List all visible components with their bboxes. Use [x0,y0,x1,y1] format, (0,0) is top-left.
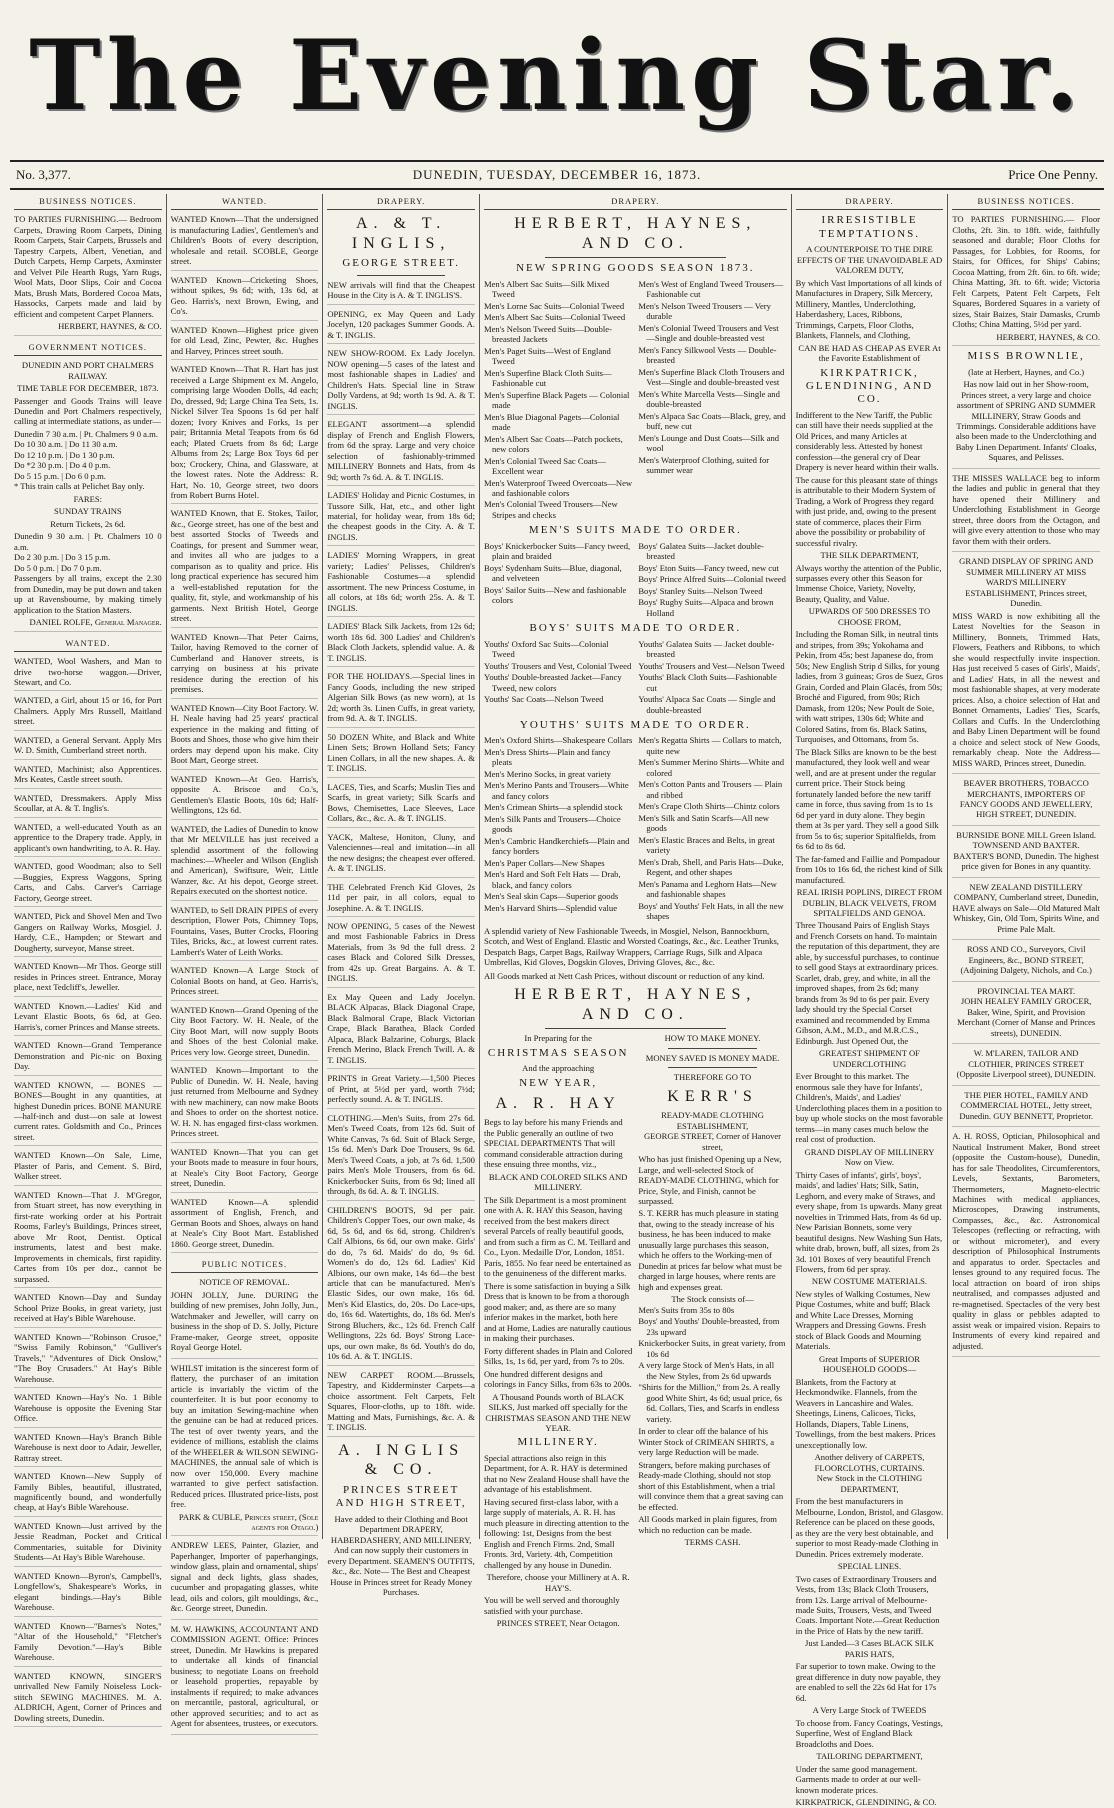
ad-line: CHRISTMAS SEASON [487,1046,629,1059]
ad-text: You will be well served and thoroughly satisfied with your purchase. [483,1595,620,1616]
ad-text: Including the Roman Silk, in neutral tints and stripes, from 39s; Yokohama and Pekin, from 45s; best Japanese do, from 50s; New English Strip d Silks, for young ladies, from 3 guineas; Gros de Suez, Gros Grain, Corded and Plain Glacés, from 50s; Broché and Figured, from 90s; Rich Damask, from 120s; New Poult de Soie, with watt stripes, 130s 6d; White and Colored Satins, from 6s. Black Satins, Turquoises, and Ottomans, from 5s. [795,629,943,745]
ad-text: New styles of Walking Costumes, New Pique Costumes, white and buff; Black and White Lace Dresses, Morning Wrappers and Dressing Gowns. Fresh stock of Black Goods and Mourning Materials. [795,1288,931,1352]
section-heading: GOVERNMENT NOTICES. [14,340,162,356]
list-item: Boys' Sailor Suits—New and fashionable colors [483,584,627,606]
list-item: Men's Paper Collars—New Shapes [483,857,605,868]
list-item: Men's Silk and Satin Scarfs—All new goods [638,812,770,834]
inglis-ad: NEW arrivals will find that the Cheapest House in the City is A. & T. INGLIS'S. [327,280,475,305]
wanted-ad: WANTED, a General Servant. Apply Mrs W. D. Smith, Cumberland street north. [14,735,162,760]
ad-text: There is some satisfaction in buying a Silk Dress that is known to be from a thorough good maker; and, as there are so many inferior makes in the market, both here and at Home, Ladies are naturally cautious in making their purchases. [483,1280,632,1344]
wanted-ad: WANTED, to Sell DRAIN PIPES of every description, Flower Pots, Chimney Tops, Fountains, Vases, Butter Crocks, Flooring Tiles, Bricks, &c., at lowest current rates. Lambert's Water of Leith Works. [171,905,319,961]
inglis-ad: NOW OPENING, 5 cases of the Newest and most Fashionable Fabrics in Dress Materials, from 3s 9d the full dress. 2 cases Black and Colored Silk Dresses, from 42s up. Great Bargains. A. & T. INGLIS. [327,921,475,988]
wanted-ad: WANTED Known—Highest price given for old Lead, Zinc, Pewter, &c. Hughes and Harvey, Princes street south. [171,325,319,360]
list-item: Men's Alpaca Sac Coats—Black, grey, and buff, new cut [638,410,786,432]
wanted-ad: WANTED Known—"Barnes's Notes," "Altar of the Household," "Fletcher's Family Devotion."—Hay's Bible Warehouse. [14,1621,162,1667]
list-item: Men's West of England Tweed Trousers—Fashionable cut [638,278,784,300]
section-heading: WANTED. [171,194,319,210]
list-item: Boys' Prince Alfred Suits—Colonial tweed [638,574,786,585]
ad-text: By which Vast Importations of all kinds of Manufactures in Drapery, Silk Mercery, Millinery, Mantles, Underclothing, Haberdashery, Laces, Ribbons, Trimmings, Carpets, Floor Cloths, Blankets, Flannels, and Clothing, [795,277,942,341]
list-item: Men's Fancy Silkwool Vests — Double-breasted [638,344,777,366]
list-item: Men's Merino Socks, in great variety [483,768,612,779]
list-item: Men's Superfine Black Cloth Trousers and Vest—Single and double-breasted vest [638,366,785,388]
ad-text: ANDREW LEES, Painter, Glazier, and Paperhanger, Importer of paperhangings, window glass, plain and ornamental, ships' signal and deck lights, glass shades, cucumber and propagating glasses, white lead, oils and colors, gilt mouldings, &c., &c. George street, Dunedin. [170,1540,319,1614]
ad-maclaren [952,1048,1100,1085]
ad-subhead: New Stock in the CLOTHING DEPARTMENT, [816,1473,923,1494]
column-1 [10,194,167,1723]
inglis-ad: CHILDREN'S BOOTS, 9d per pair. Children's Copper Toes, our own make, 4s 6d, 5s 6d, and 6s 6d, strong. Children's Calf Albions, 6s 6d, our own make. Girls' do do, 7s 6d. Maids' do do, 9s 6d. Women's do do, 12s 6d. Ladies' Kid Albions, our own make, 14s 6d—the best article that can be manufactured. Men's Elastic Sides, our own make, 16s 6d. Men's Kid Elastics, do, 20s. Do Lace-ups, do, 16s 6d. Watertights, do, 18s 6d. Men's Strong Bluchers, &c., 12s 6d. French Calf Wellingtons, 22s 6d. Boys' Strong Lace-ups, our own make, 8s 6d. Youth's do do, 10s 6d. A. & T. INGLIS. [327,1205,475,1366]
inglis-ad: PRINTS in Great Variety.—1,500 Pieces of Print, at 5½d per yard, worth 7½d; perfectly sound. A. & T. INGLIS. [327,1073,475,1108]
ad-text: S. T. KERR has much pleasure in stating that, owing to the steady increase of his business, he has been induced to make unusually large purchases this season, which he offers to the Working-men of Dunedin at prices far below what must be charged in large houses, where rents are high and expenses great. [638,1208,782,1292]
inglis-ad: THE Celebrated French Kid Gloves, 2s 11d per pair, in all colors, equal to Josephine. A. & T. INGLIS. [327,882,475,917]
timetable-row: Do 10 30 a.m. | Do 11 30 a.m. [14,439,118,450]
list-item: Boys' Stanley Suits—Nelson Tweed [638,585,763,596]
sunday-title: SUNDAY TRAINS [53,506,122,517]
ad-subhead: GRAND DISPLAY OF MILLINERY Now on View. [804,1146,935,1168]
timetable-subtitle: TIME TABLE FOR DECEMBER, 1873. [17,383,159,394]
ad-terms: TERMS CASH. [684,1537,741,1547]
divider [545,1028,727,1029]
list-item: Youths' Alpaca Sac Coats — Single and double-breasted [638,694,776,715]
column-2 [167,194,324,1729]
timetable-note: * This train calls at Pelichet Bay only. [14,481,145,492]
timetable-row: Dunedin 7 30 a.m. | Pt. Chalmers 9 0 a.m. [14,428,158,439]
inglis-ad: NEW SHOW-ROOM. Ex Lady Jocelyn. NOW opening—5 cases of the latest and most fashionable shapes in Ladies' and Children's Hats. Special line in Straw Dolly Vardens, at 9d; worth 1s 9d. A. & T. INGLIS. [327,348,475,415]
ad-subhead: NEW COSTUME MATERIALS. [811,1276,928,1287]
wanted-ad: WANTED Known—New Supply of Family Bibles, beautiful, illustrated, magnificently bound, and wonderfully cheap, at Hay's Bible Warehouse. [14,1471,162,1517]
inglis-ad: LADIES' Morning Wrappers, in great variety; Ladies' Pelisses, Children's Fashionable Costumes—a splendid assortment. The new Princess Costume, in all colors, at 18s 6d; worth 25s. A. & T. INGLIS. [327,550,475,617]
list-item: Youths' Black Cloth Suits—Fashionable cut [638,672,777,693]
list-item: Men's Panama and Leghorn Hats—New and fashionable shapes [638,878,777,900]
masthead-title: The Evening Star. [29,18,1085,132]
wanted-ad: WANTED Known—Mr Thos. George still resides in Princes street. Entrance, Moray place, next Tedcliff's, Jeweller. [14,961,162,996]
firm-title: A. INGLIS & CO. [338,1441,465,1479]
divider [545,257,727,258]
list-item: Men's Colonial Tweed Trousers—New Stripes and checks [483,499,618,520]
ad-signature: HERBERT, HAYNES, & CO. [996,331,1100,342]
ad-text: THE MISSES WALLACE beg to inform the ladies and public in general that they have opened their Millinery and Underclothing Establishment in George street, three doors from the Octagon, and will give every attention to those who may favor them with their orders. [952,472,1100,546]
column-5 [792,194,949,1808]
ad-title: MISS BROWNLIE, [967,350,1085,363]
wanted-ad: WANTED, a well-educated Youth as an apprentice to the Drapery trade. Apply, in applicant's own handwriting, to A. R. Hay. [14,822,162,857]
wanted-ad: WANTED Known—Byron's, Campbell's, Longfellow's, Shakespeare's Works, in elegant bindings.—Hay's Bible Warehouse. [14,1571,162,1617]
wanted-ad: WANTED Known—Grand Temperance Demonstration and Pic-nic on Boxing Day. [14,1040,162,1075]
list-item: Boys' Eton Suits—Fancy tweed, new cut [638,562,779,573]
divider [668,1067,757,1068]
ad-subtitle: (late at Herbert, Haynes, and Co.) [968,366,1085,377]
ad-subhead: SPECIAL LINES. [837,1561,902,1572]
ad-text: All Goods marked in plain figures, from which no reduction can be made. [638,1514,777,1535]
list-item: Men's Cotton Pants and Trousers — Plain and ribbed [638,779,783,800]
ad-text: M. W. HAWKINS, ACCOUNTANT AND COMMISSION AGENT. Office: Princes street, Dunedin. Mr Hawkins is prepared to undertake all kinds of financial business; to negotiate Loans on freehold or leasehold properties, repayable by instalments if required; to make advances on mercantile, pastoral, agricultural, or other approved securities; and to act as Agent for absentees, trustees, or executors. [170,1623,319,1729]
list-item: Men's Merino Pants and Trousers—White and fancy colors [483,780,629,801]
goods-list [484,639,787,716]
ad-line: KERR'S [667,1087,758,1105]
list-item: Men's Waterproof Clothing, suited for summer wear [638,454,770,476]
price: Price One Penny. [1008,167,1098,182]
ad-text: Ever Brought to this market. The enormous sale they have for Infants', Children's, Maids', and Ladies' Underclothing places them in a position to buy up whole stocks on the most favorable terms—in many cases much below the real cost of production. [795,1071,943,1145]
ad-text: The Black Silks are known to be the best manufactured, they look well and wear well, and are at present under the regular current price. Their Stock being fortunately landed before the new tariff came in force, thus saving from 1s to 1s 6d per yard in duty alone. They begin them at 3s per yard. They sell a good Silk from 5s to 6s; superior Spitalfields, from 6s 6d to 8s 6d. [795,746,939,852]
list-item: Men's Crape Cloth Shirts—Chintz colors [638,801,780,812]
list-item: Men's Albert Sac Coats—Patch pockets, new colors [483,433,623,455]
ad-text: Three Thousand Pairs of English Stays and French Corsets on hand. To maintain the reputation of this department, they are able, by successful purchases, to continue to sell good Stays at extraordinary prices. Scarlet, drab, grey, and white, in all the improved shapes, from 2s 6d; many brands from 3s 9d to 6s per pair. Every lady should try the Special Corset examined and recommended by Emma Gibson, A.M., M.D., and M.R.C.S., Edinburgh. Just Opened Out, the [795,920,940,1046]
ad-text: The cause for this pleasant state of things is attributable to their Modern System of Trading, a Work of Progress they regard with just pride, and, owing to the present state of commerce, places their Firm above the possibility or probability of successful rivalry. [795,474,938,548]
ad-signature: DANIEL ROLFE, General Manager. [29,617,162,628]
ad-text: BURNSIDE BONE MILL Green Island. TOWNSEND AND BAXTER. BAXTER'S BOND, Dunedin. The highest price given for Bones in any quantity. [953,829,1099,872]
ad-text: ROSS AND CO., Surveyors, Civil Engineers, &c., BOND STREET, (Adjoining Dalgety, Nichols, and Co.) [960,944,1092,976]
wanted-ad: WANTED KNOWN, — BONES — BONES—Bought in any quantities, at highest Dunedin prices. BONE MANURE—half-inch and dust—on sale at lowest current rates. Goldsmith and Co., Princes street. [14,1080,162,1147]
list-item: Men's Oxford Shirts—Shakespeare Collars [483,735,633,746]
ad-text: Therefore, choose your Millinery at A. R. HAY'S. [486,1572,630,1593]
list-item: Boys' Rugby Suits—Alpaca and brown Holland [638,597,774,618]
inglis-ad: Ex May Queen and Lady Jocelyn. BLACK Alpacas, Black Diagonal Crape, Black Balmoral Crape, Black Victorian Crape, Black Barathea, Black Corded Alpaca, Black Balzarine, Coburgs, Black French Merino, Black French Twill. A. & T. INGLIS. [327,992,475,1069]
wanted-ad: WANTED, Machinist; also Apprentices. Mrs Keates, Castle street south. [14,764,162,789]
column-3 [323,194,480,1598]
list-item: Men's Crimean Shirts—a splendid stock [483,802,623,813]
ad-text: From the best manufacturers in Melbourne, London, Bristol, and Glasgow. Reference can be placed on these goods, as they are the very best obtainable, and superior to most Ready-made Clothing in Dunedin. Prices extremely moderate. [795,1496,944,1559]
wanted-ad: WANTED, Dressmakers. Apply Miss Scoullar, at A. & T. Inglis's. [14,793,162,818]
timetable-text: Passenger and Goods Trains will leave Dunedin and Port Chalmers respectively, calling at intermediate stations, as under— [14,395,162,427]
goods-list [484,279,787,522]
timetable-row: Do 2 30 p.m. | Do 3 15 p.m. [14,552,111,563]
list-item: Men's Albert Sac Suits—Silk Mixed Tweed [483,278,610,300]
list-item: Men's Nelson Tweed Trousers — Very durable [638,300,771,322]
ad-subhead: Just Landed—3 Cases BLACK SILK PARIS HATS, [805,1638,934,1659]
ad-text: Indifferent to the New Tariff, the Public can still have their needs supplied at the Old Prices, and many Articles at considerably less. Attested by honest confession—the general cry of Dear Drapery is never heard within their walls. [795,409,939,473]
list-item: Boys' Sydenham Suits—Blue, diagonal, and velveteen [483,562,622,584]
list-item: Men's Seal skin Caps—Superior goods [483,891,619,902]
list-item: Boys' Knickerbocker Suits—Fancy tweed, plain and braided [483,540,631,562]
divider [357,275,446,276]
list-item: Men's White Marcella Vests—Single and double-breasted [638,388,780,410]
section-heading: DRAPERY. [796,194,944,210]
ad-text: MISS WARD is now exhibiting all the Latest Novelties for the Season in Millinery, Bonnets, Trimmed Hats, Flowers, Feathers and Ribbons, to which she would respectfully invite inspection. Has just received 5 cases of Girls', Maids', and Ladies' Hats, in all the newest and most fashionable shapes, at very moderate prices. Also, a choice selection of Hat and Bonnet Ornaments, Ladies' Ties, Scarfs, Collars and Cuffs. In the Underclothing and Baby Linen Department will be found a choice and select stock of New Goods, remarkably cheap. Note the Address— MISS WARD, Princes street, Dunedin. [952,610,1100,768]
ad-line: And the approaching [522,1063,595,1074]
list-item: Youths' Galatea Suits — Jacket double-breasted [638,638,775,660]
timetable-row: Dunedin 9 30 a.m. | Pt. Chalmers 10 0 a.m. [14,531,162,552]
two-ads [484,1033,787,1629]
sunday-text: Return Tickets, 2s 6d. [50,518,126,529]
notice-title: NOTICE OF REMOVAL. [199,1277,290,1288]
list-item: Men's Dress Shirts—Plain and fancy pleats [483,746,611,768]
wanted-ad: WANTED Known—That Peter Cairns, Tailor, having Removed to the corner of Cumberland and Hanover streets, is carrying on business at his private residence during the erection of his premises. [171,632,319,699]
wanted-ad: WANTED Known—Day and Sunday School Prize Books, in great variety, just received at Hay's Bible Warehouse. [14,1292,162,1327]
section-heading: BUSINESS NOTICES. [952,194,1100,210]
ad-text: All Goods marked at Nett Cash Prices, without discount or reduction of any kind. [483,970,765,981]
wanted-ad: WANTED Known—Hay's Branch Bible Warehouse is next door to Adair, Jeweller, Rattray street. [14,1432,162,1467]
timetable-row: Do *2 30 p.m. | Do 4 0 p.m. [14,460,111,471]
ad-subhead: REAL IRISH POPLINS, DIRECT FROM DUBLIN, BLACK VELVETS, FROM SPITALFIELDS AND GENOA. [796,887,943,918]
ad-text: Has now laid out in her Show-room, Princes street, a very large and choice assortment of SPRING AND SUMMER MILLINERY, Straw Goods and Trimmings. Considerable additions have also been made to the Underclothing and Baby Linen Department. Infants' Cloaks, Squares, and Pelisses. [955,379,1097,463]
inglis-ad: ELEGANT assortment—a splendid display of French and English Flowers, from 6d the spray. Large and very choice selection of fashionably-trimmed MILLINERY Bonnets and Hats, from 4s 9d; worth 7s 6d. A. & T. INGLIS. [327,419,475,486]
list-item: Men's Superfine Black Cloth Suits—Fashionable cut [483,367,612,389]
wanted-ad: WANTED Known—That you can get your Boots made to measure in four hours, at Neale's City Boot Factory, George street, Dunedin. [171,1147,319,1193]
ad-line: In Preparing for the [524,1033,592,1044]
list-item: Men's Lounge and Dust Coats—Silk and wool [638,432,780,454]
ad-line: THEREFORE GO TO [673,1072,752,1083]
wanted-ad: WANTED Known—A Large Stock of Colonial Boots on hand, at Geo. Harris's, Princes street. [171,965,319,1000]
list-heading: YOUTHS' SUITS MADE TO ORDER. [519,719,751,732]
inglis-ad: CLOTHING.—Men's Suits, from 27s 6d. Men's Tweed Coats, from 12s 6d. Suit of White Canvas, 7s 6d. Suit of Black Serge, 15s 6d. Men's Dark Doe Trousers, 9s 6d. Men's Tweed Coats, a job, at 7s 6d. 1,500 pairs Men's Mole Trousers, from 6s 6d. Knickerbocker Suits, from 6s 9d; lined all through, 8s 6d. A. & T. INGLIS. [327,1113,475,1201]
list-item: Men's Nelson Tweed Suits—Double-breasted Jackets [483,323,612,345]
ad-subhead: HOW TO MAKE MONEY. [664,1033,761,1044]
list-heading: BOYS' SUITS MADE TO ORDER. [529,622,742,635]
list-item: Men's Elastic Braces and Belts, in great variety [638,834,775,856]
list-heading: MEN'S SUITS MADE TO ORDER. [528,524,742,537]
ad-text: NEW ZEALAND DISTILLERY COMPANY, Cumberland street, Dunedin, HAVE always on Sale—Old Matured Malt Whiskey, Gin, Old Tom, Spirits Wine, and Prime Pale Malt. [952,881,1100,934]
ad-hay [484,1033,632,1629]
wanted-ad: WANTED Known—Important to the Public of Dunedin. W. H. Neale, having just returned from Melbourne and Sydney with new machinery, can now make Boots and Shoes to order on the shortest notice. W. H. N. has engaged first-class workmen. Princes street. [171,1065,319,1142]
wanted-ad: WANTED, good Woodman; also to Sell —Buggies, Express Waggons, Spring Carts, and Cabs. Carver's Carriage Factory, George street. [14,861,162,907]
list-item: Knickerbocker Suits, in great variety, from 10s 6d [638,1338,786,1359]
wanted-ad: WANTED Known, that E. Stokes, Tailor, &c., George street, has one of the best and best assorted Stocks of Tweeds and Coatings, for present and Summer wear, and invites all who are judges to a comparison as to quality and price. His long practical experience has secured him a well-established reputation for the quality, fit, style, and workmanship of his garments. Next British Hotel, George street. [171,508,319,627]
fares-heading: FARES: [73,493,103,504]
list-item: Men's Suits from 35s to 80s [638,1304,735,1315]
inglis-ads [327,280,475,1437]
ad-lees [171,1540,319,1619]
inglis-ad: YACK, Maltese, Honiton, Cluny, and Valenciennes—real and imitation—in all the new designs; the cheapest ever offered. A. & T. INGLIS. [327,832,475,878]
inglis-ad: LADIES' Black Silk Jackets, from 12s 6d; worth 18s 6d. 300 Ladies' and Children's Black Cloth Jackets, splendid value. A. & T. INGLIS. [327,621,475,667]
ad-text: The far-famed and Faillie and Pompadour from 10s to 16s 6d, the richest kind of Silk manufactured. [795,853,943,885]
wanted-ad: WANTED Known—City Boot Factory. W. H. Neale having had 25 years' practical experience in the making and fitting of Boots and Shoes, those who give him their orders may depend upon his make. City Boot Mart, George street. [171,703,319,770]
ad-line: GEORGE STREET, Corner of Hanover street, [643,1131,782,1152]
list-item: Men's Regatta Shirts — Collars to match, quite new [638,735,782,756]
ad-subhead: The Stock consists of— [671,1294,754,1305]
ad-signature: PARK & CUBLE, Princes street, (Sole agents for Otago.) [178,1511,319,1532]
ad-sewing-machines [171,1363,319,1537]
list-item: Men's Colonial Tweed Trousers and Vest—Single and double-breasted vest [638,322,779,344]
section-heading: BUSINESS NOTICES. [14,194,162,210]
ad-wallace [952,473,1100,552]
ad-optician [952,1131,1100,1357]
list-item: Men's Lorne Sac Suits—Colonial Tweed [483,300,625,311]
ad-text: A. H. ROSS, Optician, Philosophical and Nautical Instrument Maker, Bond street (opposite the Custom-house), Dunedin, has for sale Theodolites, Circumferentors, Levels, Sextants, Barometers, Thermometers, Magneto-electric Machines with medical appliances, Microscopes, Drawing instruments, Compasses, &c., &c. Astronomical Telescopes (reflecting or refracting, with or without micrometer), and every description of Philosophical Instruments and apparatus to order. Spectacles and lenses ground to any required focus. The local attraction on board of iron ships neutralised, and compasses adjusted and re-magnetised. Spectacles of the very best quality in glass or pebbles adapted to assist weak or impaired vision. Repairs to Instruments of every kind repaired and adjusted. [952,1131,1100,1351]
list-item: Boys' Galatea Suits—Jacket double-breasted [638,540,764,562]
ad-address: PRINCES STREET, Near Octagon. [496,1618,620,1629]
ad-text: Far superior to town make. Owing to the great difference in duty now payable, they are enabled to sell the 22s 6d Hat for 17s 6d. [795,1661,941,1703]
list-item: Men's Silk Pants and Trousers—Choice goods [483,813,621,835]
ad-text: Have added to their Clothing and Boot Department DRAPERY, HABERDASHERY, AND MILLINERY, And can now supply their customers in every Department. SEAMEN'S OUTFITS, &c., &c. Note— The Best and Cheapest House in Princes street for Ready Money Purchases. [327,1513,475,1598]
wanted-ad: WANTED Known—Cricketing Shoes, without spikes, 9s 6d; with, 13s 6d, at Geo. Harris's, next Brown, Ewing, and Co's. [171,275,319,321]
firm-subtitle: GEORGE STREET. [342,257,460,270]
list-item: Men's Albert Sac Suits—Colonial Tweed [483,312,626,323]
goods-list [484,541,787,619]
ad-text: JOHN HEALEY FAMILY GROCER, Baker, Wine, Spirit, and Provision Merchant (Corner of Manse and Princes streets), DUNEDIN. [957,996,1096,1038]
ad-text: The Silk Department is a most prominent one with A. R. HAY this Season, having received from the best makers direct several Parcels of really beautiful goods, and from such a firm as C. M. Teillard and Co., Lyon. Medaille D'or, London, 1851. Paris, 1855. No fear need be entertained as to the genuineness of the different marks. [483,1194,632,1279]
timetable-row: Do 12 10 p.m. | Do 1 30 p.m. [14,449,115,460]
inglis-ad: 50 DOZEN White, and Black and White Linen Sets; Brown Holland Sets; Fancy Linen Collars, in all the new shapes. A. & T. INGLIS. [327,732,475,778]
ad-floorcloths [952,214,1100,346]
wanted-ad: WANTED, Wool Washers, and Man to drive two-horse waggon.—Driver, Stewart, and Co. [14,656,162,691]
masthead [10,0,1104,150]
ad-subhead: THE SILK DEPARTMENT, [820,550,919,561]
wanted-ad: WANTED Known—Just arrived by the Jessie Readman, Pocket and Critical Commentaries, suitable for Divinity Students—At Hay's Bible Warehouse. [14,1521,162,1567]
list-item: Men's Summer Merino Shirts—White and colored [638,757,785,778]
ad-ross [952,944,1100,981]
issue-date: DUNEDIN, TUESDAY, DECEMBER 16, 1873. [412,167,702,182]
ad-subhead: GREATEST SHIPMENT OF UNDERCLOTHING [819,1048,920,1069]
timetable-row: Do 5 0 p.m. | Do 7 0 p.m. [14,562,102,573]
list-item: Men's Drab, Shell, and Paris Hats—Duke, Regent, and other shapes [638,856,784,878]
ad-healey [952,996,1100,1044]
ad-subhead: MILLINERY. [517,1436,599,1449]
ad-text: Always worthy the attention of the Public, surpasses every other this Season for Immense Choice, Variety, Novelty, Beauty, Quality, and Value. [795,562,942,604]
list-item: Men's Cambric Handkerchiefs—Plain and fancy borders [483,835,630,857]
section-heading: DRAPERY. [484,194,787,210]
inglis-ad: LACES, Ties, and Scarfs; Muslin Ties and Scarfs, in great variety; Silk Scarfs and Bows, Chemisettes, Lace Sleeves, Lace Collars, &c., &c. A. & T. INGLIS. [327,782,475,828]
ad-text: Blankets, from the Factory at Heckmondwike. Flannels, from the Weavers in Lancashire and Wales. Sheetings, Linens, Calicoes, Ticks, Hollands, Diapers, Table Linens, Towellings, from the best makers. Prices unexceptionally low. [795,1376,936,1450]
ad-subhead: MONEY SAVED IS MONEY MADE. [645,1052,780,1063]
railway-timetable [14,360,162,632]
wanted-ad: WANTED, Pick and Shovel Men and Two Gangers on Railway Works, Mosgiel. J. Hardy, C.E., Hampden; or Stewart and Dougherty, surveyor, Manse street. [14,911,162,957]
list-item: Boys' and Youths' Felt Hats, in all the new shapes [638,900,784,922]
list-item: Men's Harvard Shirts—Splendid value [483,902,618,913]
list-item: Men's Paget Suits—West of England Tweed [483,345,611,367]
list-item: Men's Colonial Tweed Sac Coats—Excellent wear [483,455,607,477]
ad-text: CAN BE HAD AS CHEAP AS EVER At the Favorite Establishment of [798,342,941,364]
ad-text: BEAVER BROTHERS, TOBACCO MERCHANTS, IMPORTERS OF FANCY GOODS AND JEWELLERY, HIGH STREET, DUNEDIN. [959,778,1093,820]
ad-text: To choose from. Fancy Coatings, Vestings, Superfine, West of England Black Broadcloths and Does. [795,1717,943,1749]
section-heading: WANTED. [14,636,162,652]
ad-text: One hundred different designs and colorings in Fancy Silks, from 63s to 200s. [483,1368,632,1390]
section-heading: PUBLIC NOTICES. [171,1257,319,1273]
ad-text: Strangers, before making purchases of Ready-made Clothing, should not stop short of this Establishment, when a trial will convince them that a great saving can be effected. [638,1459,784,1512]
ad-text: A COUNTERPOISE TO THE DIRE EFFECTS OF THE UNAVOIDABLE AD VALOREM DUTY, [796,244,943,276]
column-6 [948,194,1104,1539]
list-item: Youths' Sac Coats—Nelson Tweed [483,694,604,705]
ad-line: A. R. HAY [495,1094,621,1112]
list-item: A very large Stock of Men's Hats, in all the New Styles, from 2s 6d upwards [638,1360,775,1381]
goods-list [484,735,787,922]
inglis-ad: NEW CARPET ROOM.—Brussels, Tapestry, and Kidderminster Carpets—a choice assortment. Felt Carpets, Felt Squares, Floor-cloths, up to 18ft. wide. Matting and Mats, Furnishings, &c. A. & T. INGLIS. [327,1370,475,1437]
notice-removal [171,1277,319,1358]
ad-subhead: PROVINCIAL TEA MART. [977,985,1076,996]
ad-text: TO PARTIES FURNISHING.— Bedroom Carpets, Drawing Room Carpets, Dining Room Carpets, Stair Carpets, Brussels and Tapestry Carpets, Albert, Venetian, and Dutch Carpets, Hemp Carpets, Axminster and Velvet Pile Hearth Rugs, Yarn Rugs, Wool Mats, Door Slips, Coir and Cocoa Mats, Brush Mats, Bordered Cocoa Mats, Hassocks, Carpets made and laid by efficient and competent Carpet Planners. [14,214,162,319]
ad-subhead: TAILORING DEPARTMENT, [816,1751,923,1762]
list-item: Men's Superfine Black Pagets — Colonial made [483,389,630,411]
ad-subhead: BLACK AND COLORED SILKS AND MILLINERY. [488,1171,628,1193]
ad-text: A Thousand Pounds worth of BLACK SILKS, Just marked off specially for the CHRISTMAS SEASON AND THE NEW YEAR. [485,1391,631,1433]
ad-distillery [952,882,1100,940]
wanted-list [14,656,162,1727]
ad-text: A splendid variety of New Fashionable Tweeds, in Mosgiel, Nelson, Bannockburn, Scotch, and West of England. Elastic and Worsted Coatings, &c., &c. Leather Trunks, Despatch Bags, Carpet Bags, Railway Wrappers, Carriage Rugs, Silk and Alpaca Umbrellas, Kid Gloves, Dogskin Gloves, Driving Gloves, &c., &c. [483,925,779,968]
wanted-ad: WANTED, a Girl, about 15 or 16, for Port Chalmers. Apply Mrs Russell, Maitland street. [14,695,162,730]
wanted-ad: WANTED Known—"Robinson Crusoe," "Swiss Family Robinson," "Gulliver's Travels," "Adventures of Dick Onslow," "The Boy Crusaders." At Hay's Bible Warehouse. [14,1332,162,1388]
ad-subhead: Great Imports of SUPERIOR HOUSEHOLD GOODS— [819,1353,920,1375]
firm-title: KIRKPATRICK, GLENDINING, AND CO. [805,366,934,406]
firm-title: HERBERT, HAYNES, AND CO. [514,215,757,252]
wanted-ad: WANTED Known—A splendid assortment of English, French, and German Boots and Shoes, always on hand at Neale's City Boot Mart. Established 1860. George street, Dunedin. [171,1197,319,1253]
ad-text: Who has just finished Opening up a New, Large, and well-selected Stock of READY-MADE CLOTHING, which for Price, Style, and Finish, cannot be surpassed. [638,1154,782,1206]
ad-text: TO PARTIES FURNISHING.— Floor Cloths, 2ft. 3in. to 18ft. wide, faithfully seasoned and durable; Floor Cloths for Passages, for Lobbies, for Rooms, for Stairs, for Offices, for Ships' Cabins; Cocoa Matting, from 2ft. 6in. to 6ft. wide; China Matting, 3ft. to 6ft. wide; Victoria Felt Carpets, Patent Felt Carpets, Felt Squares, Bordered Squares in a variety of sizes, Stair Baizes, Stair Damasks, Crumb Cloths; China Matting, 5½d per yard. [952,214,1100,330]
ad-text: Forty different shades in Plain and Colored Silks, 1s, 1s 6d, per yard, from 7s to 20s. [483,1345,633,1367]
ad-bone-mill [952,830,1100,878]
list-item: Youths' Trousers and Vest—Nelson Tweed [638,660,785,671]
ad-brownlie [952,350,1100,469]
ad-furnishing [14,214,162,335]
firm-subtitle: PRINCES STREET AND HIGH STREET, [335,1483,467,1510]
list-item: Men's Waterproof Tweed Overcoats—New and fashionable colors [483,477,633,498]
list-item: Men's Blue Diagonal Pagets—Colonial made [483,411,620,433]
ad-text: W. M'LAREN, TAILOR AND CLOTHIER, PRINCES STREET (Opposite Liverpool street), DUNEDIN. [956,1048,1096,1080]
wanted-ad: WANTED Known—On Sale, Lime, Plaster of Paris, and Cement. S. Bird, Walker street. [14,1150,162,1185]
issue-number: No. 3,377. [16,167,71,182]
ad-text: Two cases of Extraordinary Trousers and Vests, from 13s; Black Cloth Trousers, from 12s. Large arrival of Melbourne-made Suits, Trousers, Vests, and Tweed Coats. Important Note.—Great Reduction in the Price of Hats by the new tariff. [795,1573,940,1636]
firm-title: HERBERT, HAYNES, AND CO. [514,986,757,1023]
ad-pier-hotel [952,1090,1100,1127]
season-title: NEW SPRING GOODS SEASON 1873. [516,262,755,275]
wanted-ad: WANTED Known.—Ladies' Kid and Levant Elastic Boots, 6s 6d, at Geo. Harris's, corner Princes and Manse streets. [14,1001,162,1036]
ad-subhead: Another delivery of CARPETS, FLOORCLOTHS, CURTAINS. [814,1452,925,1473]
list-item: Youths' Oxford Sac Suits—Colonial Tweed [483,638,609,660]
ad-text: In order to clear off the balance of his Winter Stock of CRIMEAN SHIRTS, a very large Reduction will be made. [638,1426,775,1458]
ad-text: Thirty Cases of infants', girls', boys', maids', and ladies' Hats; Silk, Satin, Leghorn, and every make of Straws, and every shape, from 1s upwards. Many great novelties in Trimmed Hats, from 4s 6d up. New Parisian Bonnets, some very beautiful designs. New Washing Sun Hats, white drab, brown, buff, all sizes, from 2s 3d. 101 Boxes of very beautiful French Flowers, from 6d per spray. [795,1169,943,1274]
ad-line: NEW YEAR, [519,1076,598,1089]
columns [10,194,1104,1808]
list-item: Boys' and Youths' Double-breasted, from 23s upward [638,1316,780,1337]
ad-hawkins [171,1624,319,1735]
ad-text: Begs to lay before his many Friends and the Public generally an outline of two SPECIAL DEPARTMENTS That will command considerable attraction during these ensuing three months, viz., [483,1117,623,1170]
timetable-row: Do 5 15 p.m. | Do 6 0 p.m. [14,470,106,481]
ad-title: GRAND DISPLAY OF SPRING AND SUMMER MILLINERY AT MISS WARD'S MILLINERY ESTABLISHMENT, Princes street, Dunedin. [959,556,1094,609]
ad-signature: KIRKPATRICK, GLENDINING, & CO. [795,1797,937,1808]
firm-title: A. & T. INGLIS, [351,215,451,252]
ad-beaver [952,778,1100,826]
timetable-title: DUNEDIN AND PORT CHALMERS RAILWAY. [21,360,154,381]
ad-text: Special attractions also reign in this Department, for A. R. HAY is determined that no New Zealand House shall have the advantage of his establishment. [483,1452,630,1495]
list-item: Men's Hard and Soft Felt Hats — Drab, black, and fancy colors [483,869,621,890]
ad-text: JOHN JOLLY, June. DURING the building of new premises, John Jolly, Jun., Watchmaker and Jeweller, will carry on business in the shop of D. S. Jolly, Picture Frame-maker, George street, opposite Royal George Hotel. [170,1289,319,1353]
ad-kerr [638,1033,786,1629]
list-item: "Shirts for the Million," from 2s. A really good White Shirt, 4s 6d; usual price, 6s 6d. Collars, Ties, and Scarfs in endless variety. [638,1382,782,1424]
wanted-list [171,214,319,1253]
column-4 [480,194,792,1629]
ad-text: Under the same good management. Garments made to order at our well-known moderate prices. [795,1763,921,1795]
ad-text: THE PIER HOTEL, FAMILY AND COMMERCIAL HOTEL, Jetty street, Dunedin. GUY BENNETT, Proprietor. [959,1089,1093,1121]
dateline-bar [10,160,1104,190]
ad-subhead: A Very Large Stock of TWEEDS [812,1705,927,1716]
ad-subhead: UPWARDS OF 500 DRESSES TO CHOOSE FROM, [808,606,931,627]
ad-text: WHILST imitation is the sincerest form of flattery, the purchaser of an imitation article is invariably the victim of the counterfeiter. It is but poor economy to buy an imitation Sewing-machine when the genuine can be had at reduced prices. The test of over twenty years, and the evidence of millions, establish the claims of the WHEELER & WILSON SEWING-MACHINES, the annual sale of which is now over 150,000. Every machine warranted to give perfect satisfaction. Reduced prices. Illustrated price-lists, post free. [170,1362,319,1510]
ad-line: READY-MADE CLOTHING ESTABLISHMENT, [661,1110,764,1131]
ad-signature: HERBERT, HAYNES, & CO. [58,321,162,332]
wanted-ad: WANTED Known—That R. Hart has just received a Large Shipment ex M. Angelo, comprising large Wooden Dolls, 4d each; Do, dressed, 9d; Large China Tea Sets, 1s. Nickel Silver Tea Spoons 1s 6d per half dozen; Ivory Knives and Forks, 1s per pair; Britannia Metal Teapots from 6s 6d each; Plated Cruets from 8s 6d; Large Albums from 2s; Large Box Toys 6d per box; Crockery, China, and Glassware, at the lowest rates. Note the Address: R. Hart, No. 10, George street, two doors from Robert Burns Hotel. [171,364,319,504]
wanted-ad: WANTED KNOWN, SINGER'S unrivalled New Family Noiseless Lock-stitch SEWING MACHINES. M. A. ALDRICH, Agent, Corner of Princes and Dowling streets, Dunedin. [14,1671,162,1727]
timetable-note: Passengers by all trains, except the 2.30 from Dunedin, may be put down and taken up at Ravensbourne, by making timely application to the Station Masters. [14,573,162,615]
wanted-ad: WANTED Known—Hay's No. 1 Bible Warehouse is opposite the Evening Star Office. [14,1392,162,1427]
wanted-ad: WANTED, the Ladies of Dunedin to know that Mr MELVILLE has just received a splendid assortment of the following machines:—Wheeler and Wilson (English and American), Swiftsure, Weir, Little Wanzer, &c. At his depot, George street. Repairs executed on the shortest notice. [171,824,319,901]
ad-ward [952,556,1100,774]
inglis-ad: FOR THE HOLIDAYS.—Special lines in Fancy Goods, including the new striped Algerian Silk Bows (as new worn), at 1s 2d; worth 3s. Linen Cuffs, in great variety, from 9d. A. & T. INGLIS. [327,671,475,727]
divider [668,1048,757,1049]
ad-title: IRRESISTIBLE TEMPTATIONS. [818,214,921,240]
wanted-ad: WANTED Known—Grand Opening of the City Boot Factory. W. H. Neale, of the City Boot Mart, will now supply Boots and Shoes of the best Colonial make. Prices very low. George street, Dunedin. [171,1005,319,1061]
wanted-ad: WANTED Known—At Geo. Harris's, opposite A. Briscoe and Co.'s, Gentlemen's Elastic Boots, 10s 6d; Half-Wellingtons, 12s 6d. [171,774,319,820]
list-item: Youths' Trousers and Vest, Colonial Tweed [483,660,632,671]
section-heading: DRAPERY. [327,194,475,210]
inglis-ad: OPENING, ex May Queen and Lady Jocelyn, 120 packages Summer Goods. A. & T. INGLIS. [327,309,475,344]
ad-text: Having secured first-class labor, with a large supply of materials, A. R. H. has much pleasure in directing attention to the following: 1st, Designs from the best English and French Firms. 2nd, Small Fronts. 3rd, Variety. 4th, Competition challenged by any house in Dunedin. [483,1496,630,1570]
wanted-ad: WANTED Known—That J. M'Gregor, from Stuart street, has now everything in first-rate working order at his Portrait Rooms, Farley's Buildings, Princes street, above Mr Root, Dentist. Optical instruments, latest and best make. Improvements in chemicals, first rapidity. Cartes from 10s per doz., cannot be surpassed. [14,1190,162,1288]
wanted-ad: WANTED Known—That the undersigned is manufacturing Ladies', Gentlemen's and Children's Boots of every description, wholesale and retail. SCOBLE, George street. [171,214,319,270]
inglis-ad: LADIES' Holiday and Picnic Costumes, in Tussore Silk, Hat, etc., and other light material, for holiday wear, from 18s 6d; the cheapest goods in the City. A. & T. INGLIS. [327,490,475,546]
list-item: Youths' Double-breasted Jacket—Fancy Tweed, new colors [483,672,622,693]
